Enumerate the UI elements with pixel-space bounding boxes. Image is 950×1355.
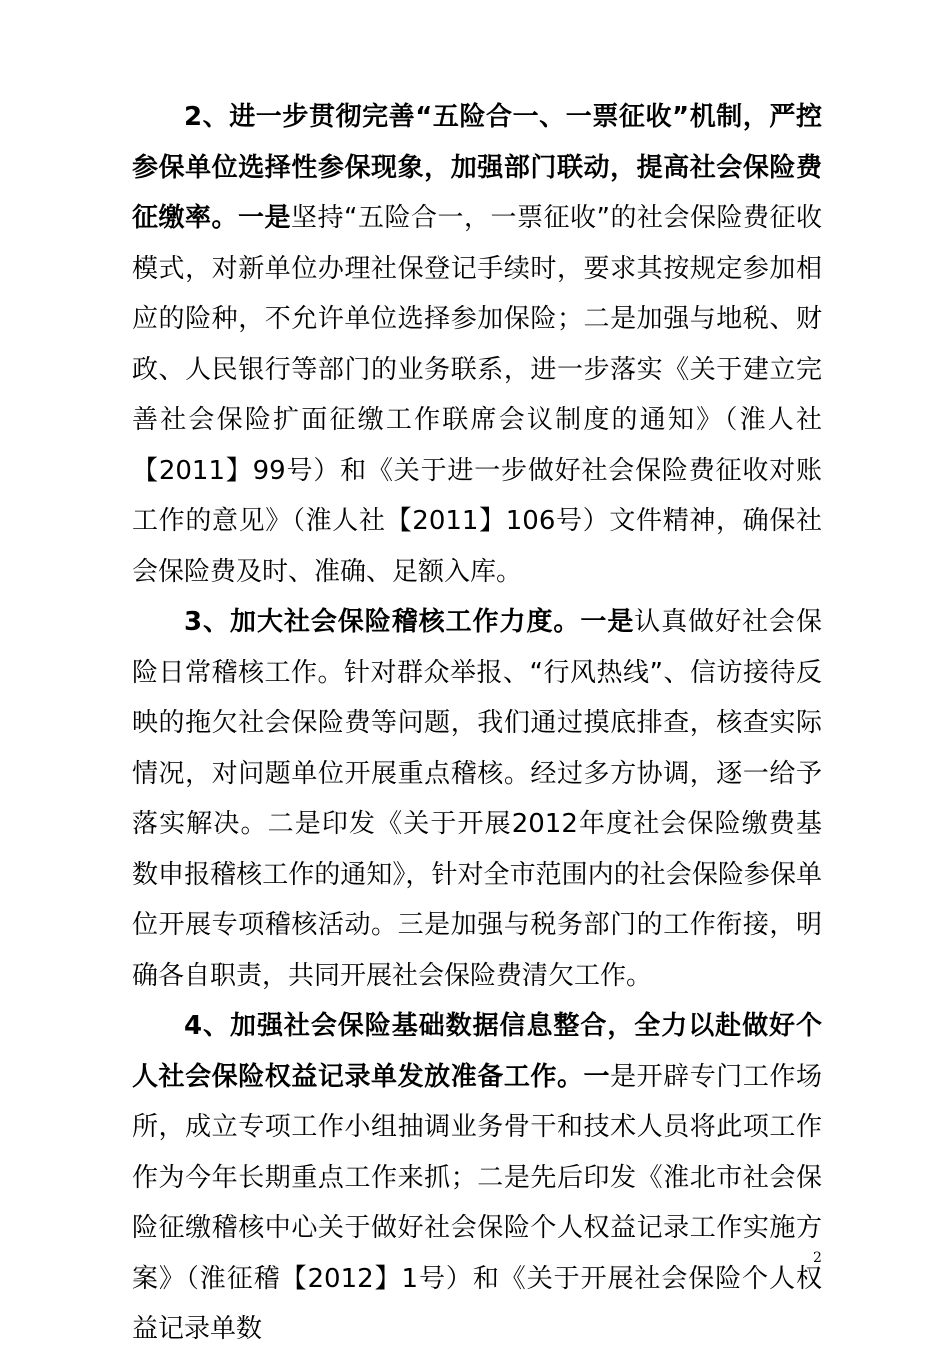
paragraph-item-2 bbox=[132, 92, 822, 597]
paragraph-heading: 2、进一步贯彻完善“五险合一、一票征收”机制，严控参保单位选择性参保现象，加强部门联动，提高社会保险费征缴率。一是 bbox=[132, 102, 822, 233]
paragraph-item-3 bbox=[132, 597, 822, 1001]
paragraph-text: 是开辟专门工作场所，成立专项工作小组抽调业务骨干和技术人员将此项工作作为今年长期重点工作来抓；二是先后印发《淮北市社会保险征缴稽核中心关于做好社会保险个人权益记录工作实施方案》（淮征稽【2012】1号）和《关于开展社会保险个人权益记录单数 bbox=[132, 1061, 822, 1344]
page-number: 2 bbox=[813, 1250, 822, 1266]
paragraph-text: 坚持“五险合一，一票征收”的社会保险费征收模式，对新单位办理社保登记手续时，要求其按规定参加相应的险种，不允许单位选择参加保险；二是加强与地税、财政、人民银行等部门的业务联系，进一步落实《关于建立完善社会保险扩面征缴工作联席会议制度的通知》（淮人社【2011】99号）和《关于进一步做好社会保险费征收对账工作的意见》（淮人社【2011】106号）文件精神，确保社会保险费及时、准确、足额入库。 bbox=[132, 203, 822, 587]
paragraph-heading: 4、加强社会保险基础数据信息整合，全力以赴做好个人社会保险权益记录单发放准备工作。一 bbox=[132, 1011, 822, 1092]
paragraph-heading: 3、加大社会保险稽核工作力度。一是 bbox=[184, 607, 635, 637]
paragraph-text: 认真做好社会保险日常稽核工作。针对群众举报、“行风热线”、信访接待反映的拖欠社会保险费等问题，我们通过摸底排查，核查实际情况，对问题单位开展重点稽核。经过多方协调，逐一给予落实解决。二是印发《关于开展2012年度社会保险缴费基数申报稽核工作的通知》，针对全市范围内的社会保险参保单位开展专项稽核活动。三是加强与税务部门的工作衔接，明确各自职责，共同开展社会保险费清欠工作。 bbox=[132, 607, 822, 991]
paragraph-item-4 bbox=[132, 1001, 822, 1355]
document-body bbox=[132, 92, 822, 1355]
